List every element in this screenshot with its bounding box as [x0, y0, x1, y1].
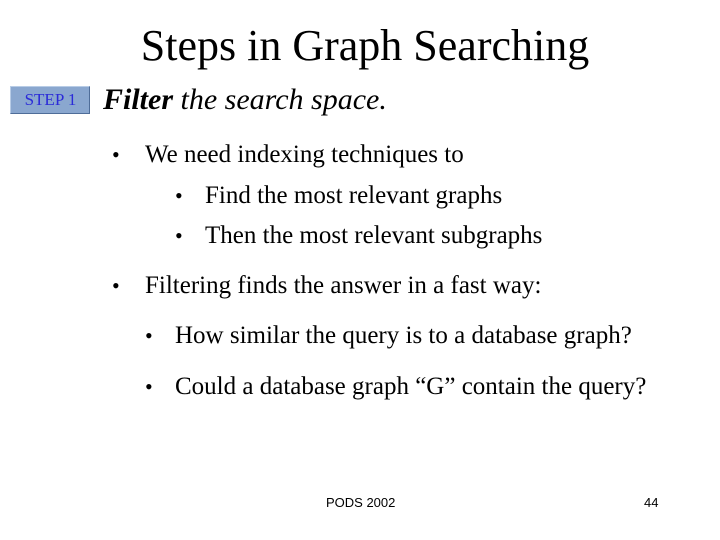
page-number: 44	[644, 495, 659, 510]
bullet-marker: •	[175, 183, 183, 208]
sub-bullet-text: Could a database graph “G” contain the query?	[175, 373, 647, 400]
step-heading-emphasis: Filter	[103, 83, 174, 116]
footer-conference: PODS 2002	[326, 495, 396, 510]
bullet-marker: •	[175, 223, 183, 248]
bullet-marker: •	[112, 142, 120, 167]
step-heading	[103, 81, 387, 119]
sub-bullet-text: Then the most relevant subgraphs	[205, 222, 543, 249]
step-badge: STEP 1	[10, 86, 90, 114]
bullet-text: Filtering finds the answer in a fast way:	[145, 272, 542, 299]
step-heading-rest: the search space.	[173, 83, 387, 116]
bullet-text: We need indexing techniques to	[145, 141, 464, 168]
sub-bullet-text: Find the most relevant graphs	[205, 182, 503, 209]
sub-bullet-text: How similar the query is to a database graph?	[175, 322, 632, 349]
bullet-marker: •	[145, 374, 153, 399]
bullet-marker: •	[112, 273, 120, 298]
bullet-marker: •	[145, 323, 153, 348]
slide-title: Steps in Graph Searching	[140, 21, 590, 70]
